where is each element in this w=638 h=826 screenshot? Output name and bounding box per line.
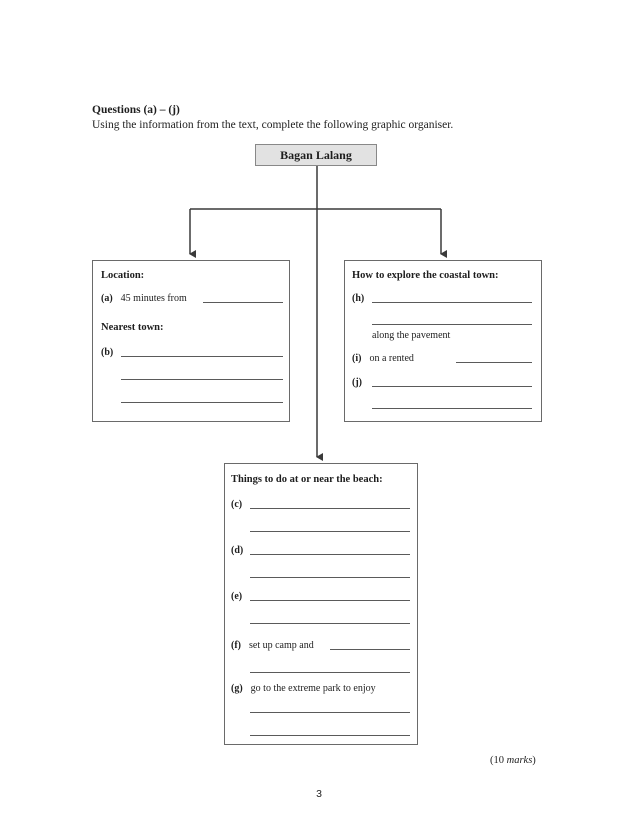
answer-c-blank-1[interactable] <box>250 508 410 509</box>
answer-b-blank-3[interactable] <box>121 402 283 403</box>
answer-j-blank-2[interactable] <box>372 408 532 409</box>
instructions-text: Using the information from the text, complete the following graphic organiser. <box>92 119 454 131</box>
letter-c: (c) <box>231 499 243 510</box>
letter-h: (h) <box>352 293 365 304</box>
organiser-title-box <box>255 144 377 166</box>
answer-b-blank-1[interactable] <box>121 356 283 357</box>
answer-a-blank[interactable] <box>203 302 283 303</box>
marks-label <box>490 755 536 766</box>
answer-g-text: go to the extreme park to enjoy <box>250 683 376 694</box>
answer-f-blank-2[interactable] <box>250 672 410 673</box>
answer-h-text: along the pavement <box>372 330 451 341</box>
answer-a <box>101 293 187 304</box>
answer-j <box>352 377 370 388</box>
letter-b: (b) <box>101 347 114 358</box>
answer-j-blank-1[interactable] <box>372 386 532 387</box>
answer-g-blank-1[interactable] <box>250 712 410 713</box>
letter-i: (i) <box>352 353 362 364</box>
answer-c <box>231 499 250 510</box>
explore-label: How to explore the coastal town: <box>352 270 499 281</box>
answer-g <box>231 683 376 694</box>
questions-heading: Questions (a) – (j) <box>92 104 180 116</box>
nearest-town-label: Nearest town: <box>101 322 164 333</box>
answer-g-blank-2[interactable] <box>250 735 410 736</box>
letter-a: (a) <box>101 293 113 304</box>
explore-box <box>344 260 542 422</box>
answer-b <box>101 347 121 358</box>
answer-i-blank[interactable] <box>456 362 532 363</box>
answer-h-blank-1[interactable] <box>372 302 532 303</box>
answer-f-blank-1[interactable] <box>330 649 410 650</box>
answer-d-blank-1[interactable] <box>250 554 410 555</box>
letter-d: (d) <box>231 545 244 556</box>
answer-f <box>231 640 314 651</box>
answer-d <box>231 545 251 556</box>
answer-e-blank-1[interactable] <box>250 600 410 601</box>
answer-i <box>352 353 414 364</box>
answer-a-text: 45 minutes from <box>120 293 187 304</box>
beach-label: Things to do at or near the beach: <box>231 474 383 485</box>
answer-i-text: on a rented <box>369 353 414 364</box>
letter-f: (f) <box>231 640 241 651</box>
answer-h <box>352 293 372 304</box>
marks-open: (10 <box>490 755 504 766</box>
organiser-title: Bagan Lalang <box>280 147 352 162</box>
letter-j: (j) <box>352 377 362 388</box>
answer-b-blank-2[interactable] <box>121 379 283 380</box>
letter-e: (e) <box>231 591 243 602</box>
marks-word: marks <box>506 755 533 766</box>
answer-e-blank-2[interactable] <box>250 623 410 624</box>
letter-g: (g) <box>231 683 243 694</box>
answer-f-text: set up camp and <box>249 640 314 651</box>
location-label: Location: <box>101 270 145 281</box>
answer-h-blank-2[interactable] <box>372 324 532 325</box>
answer-e <box>231 591 250 602</box>
location-box <box>92 260 290 422</box>
answer-d-blank-2[interactable] <box>250 577 410 578</box>
marks-close: ) <box>532 755 536 766</box>
answer-c-blank-2[interactable] <box>250 531 410 532</box>
beach-box <box>224 463 418 745</box>
page-number: 3 <box>316 788 322 800</box>
